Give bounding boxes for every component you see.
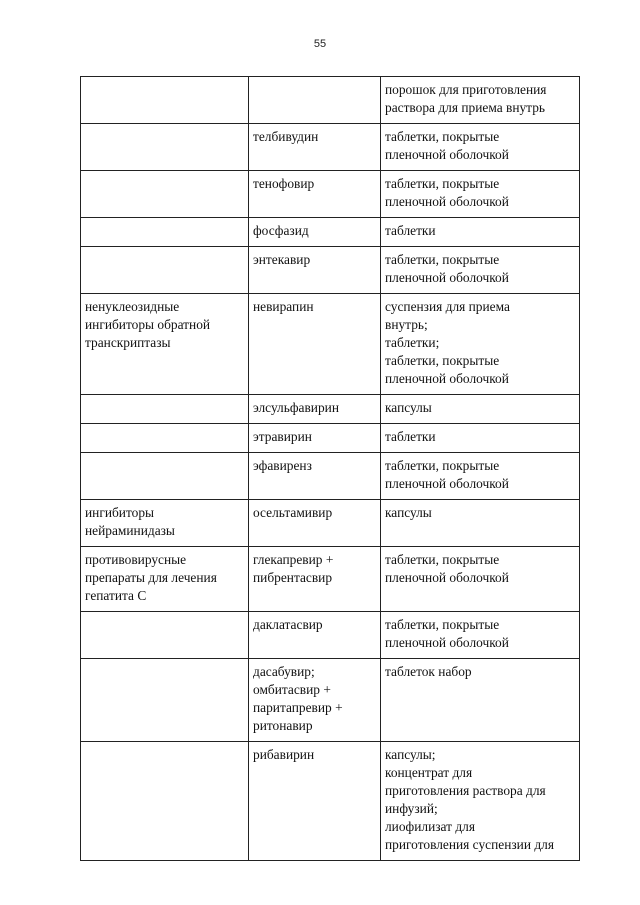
drug-cell: осельтамивир <box>249 500 381 547</box>
table-row <box>81 742 580 861</box>
drug-cell: фосфазид <box>249 218 381 247</box>
drug-cell <box>249 77 381 124</box>
form-cell: капсулы <box>381 395 580 424</box>
drug-cell: невирапин <box>249 294 381 395</box>
drug-cell: эфавиренз <box>249 453 381 500</box>
drug-cell: даклатасвир <box>249 612 381 659</box>
table-row <box>81 453 580 500</box>
group-cell <box>81 77 249 124</box>
form-cell: капсулы <box>381 500 580 547</box>
group-cell: ненуклеозидные ингибиторы обратной транскриптазы <box>81 294 249 395</box>
form-cell: порошок для приготовления раствора для приема внутрь <box>381 77 580 124</box>
drug-cell: дасабувир; омбитасвир + паритапревир + ритонавир <box>249 659 381 742</box>
group-cell <box>81 453 249 500</box>
table-row <box>81 395 580 424</box>
drug-cell: элсульфавирин <box>249 395 381 424</box>
table-row <box>81 171 580 218</box>
group-cell <box>81 247 249 294</box>
drug-cell: тенофовир <box>249 171 381 218</box>
group-cell: ингибиторы нейраминидазы <box>81 500 249 547</box>
drug-cell: телбивудин <box>249 124 381 171</box>
drug-cell: глекапревир + пибрентасвир <box>249 547 381 612</box>
group-cell <box>81 659 249 742</box>
drug-cell: этравирин <box>249 424 381 453</box>
group-cell <box>81 395 249 424</box>
form-cell: таблетки, покрытые пленочной оболочкой <box>381 612 580 659</box>
form-cell: капсулы; концентрат для приготовления раствора для инфузий; лиофилизат для приготовления суспензии для <box>381 742 580 861</box>
group-cell <box>81 612 249 659</box>
form-cell: таблетки, покрытые пленочной оболочкой <box>381 247 580 294</box>
table-row <box>81 659 580 742</box>
table-row <box>81 612 580 659</box>
form-cell: таблетки, покрытые пленочной оболочкой <box>381 547 580 612</box>
table-row <box>81 218 580 247</box>
form-cell: суспензия для приема внутрь; таблетки; таблетки, покрытые пленочной оболочкой <box>381 294 580 395</box>
table-row <box>81 77 580 124</box>
group-cell: противовирусные препараты для лечения гепатита С <box>81 547 249 612</box>
drug-cell: рибавирин <box>249 742 381 861</box>
table-row <box>81 247 580 294</box>
group-cell <box>81 124 249 171</box>
group-cell <box>81 171 249 218</box>
table-row <box>81 547 580 612</box>
table-row <box>81 424 580 453</box>
form-cell: таблетки, покрытые пленочной оболочкой <box>381 171 580 218</box>
form-cell: таблетки <box>381 424 580 453</box>
table-row <box>81 294 580 395</box>
form-cell: таблетки, покрытые пленочной оболочкой <box>381 124 580 171</box>
page-number: 55 <box>313 38 327 50</box>
table-row <box>81 124 580 171</box>
group-cell <box>81 424 249 453</box>
table-row <box>81 500 580 547</box>
group-cell <box>81 218 249 247</box>
form-cell: таблетки <box>381 218 580 247</box>
group-cell <box>81 742 249 861</box>
form-cell: таблетки, покрытые пленочной оболочкой <box>381 453 580 500</box>
drug-table <box>80 76 580 861</box>
drug-cell: энтекавир <box>249 247 381 294</box>
form-cell: таблеток набор <box>381 659 580 742</box>
